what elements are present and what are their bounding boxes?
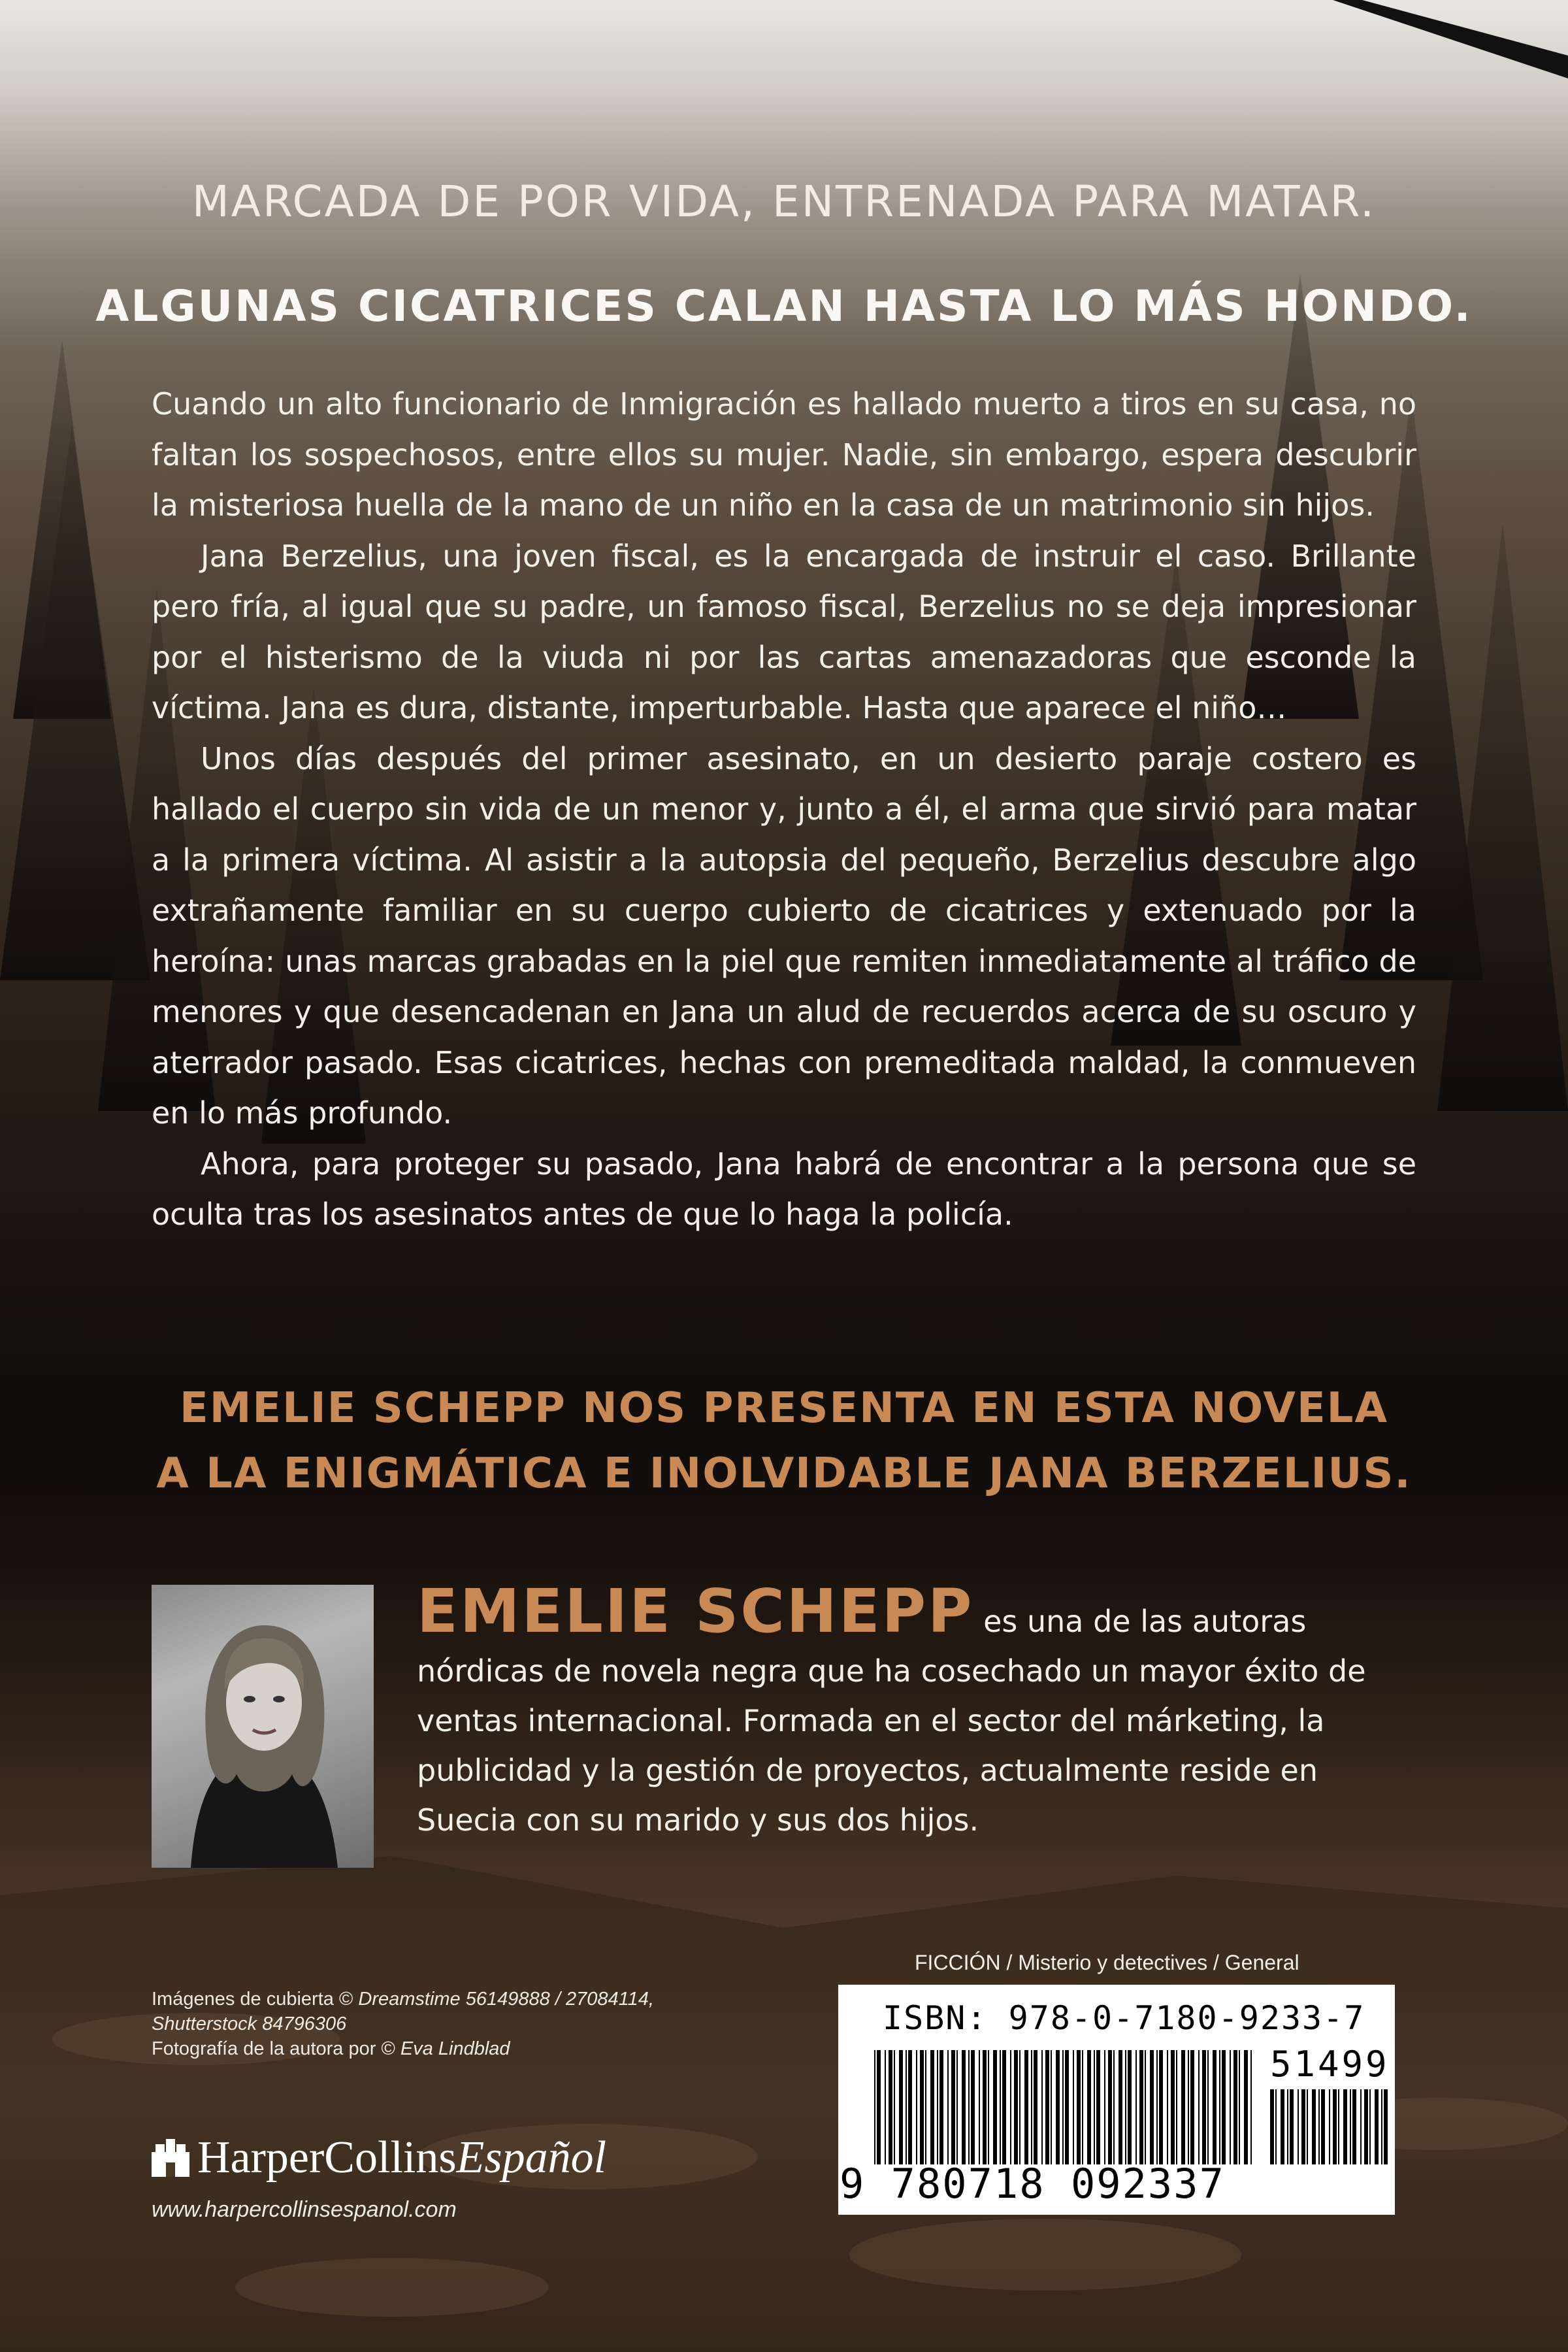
genre-label: FICCIÓN / Misterio y detectives / General — [915, 1951, 1299, 1974]
credit-source: Eva Lindblad — [400, 2038, 510, 2059]
barcode-box — [838, 1985, 1395, 2215]
publisher-logo — [152, 2132, 606, 2184]
author-bio-start: es una de las autoras — [983, 1604, 1307, 1639]
synopsis — [152, 379, 1416, 1240]
closing-line: EMELIE SCHEPP NOS PRESENTA EN ESTA NOVELA — [180, 1384, 1388, 1433]
synopsis-paragraph: Jana Berzelius, una joven fiscal, es la encargada de instruir el caso. Brillante pero fría, al igual que su padre, un famoso fiscal, Berzelius no se deja impresionar por el histerismo de la viuda ni por las cartas amenazadoras que esconde la víctima. Jana es dura, distante, imperturbable. Hasta que aparece el niño… — [152, 538, 1416, 725]
barcode-bars — [874, 2050, 1253, 2164]
corner-stripe — [0, 0, 1568, 131]
tagline-primary: MARCADA DE POR VIDA, ENTRENADA PARA MATAR. — [191, 176, 1377, 227]
author-bio — [417, 1576, 1423, 1845]
ean-digits: 9 780718 092337 — [840, 2160, 1225, 2208]
credit-prefix: Fotografía de la autora por © — [152, 2038, 395, 2059]
publisher-website: www.harpercollinsespanol.com — [152, 2197, 457, 2222]
credit-source: Dreamstime 56149888 / 27084114, — [358, 1989, 654, 2010]
synopsis-paragraph: Unos días después del primer asesinato, en un desierto paraje costero es hallado el cuerpo sin vida de un menor y, junto a él, el arma que sirvió para matar a la primera víctima. Al asistir a la autopsia del pequeño, Berzelius descubre algo extrañamente familiar en su cuerpo cubierto de cicatrices y extenuado por la heroína: unas marcas grabadas en la piel que remiten inmediatamente al tráfico de menores y que desencadenan en Jana un alud de recuerdos acerca de su oscuro y aterrador pasado. Esas cicatrices, hechas con premeditada maldad, la conmueven en lo más profundo. — [152, 740, 1416, 1131]
closing-statement — [0, 1376, 1568, 1506]
publisher-name-italic: Español — [456, 2132, 607, 2183]
isbn-text: ISBN: 978-0-7180-9233-7 — [883, 1999, 1365, 2037]
synopsis-paragraph: Cuando un alto funcionario de Inmigración es hallado muerto a tiros en su casa, no faltan los sospechosos, entre ellos su mujer. Nadie, sin embargo, espera descubrir la misteriosa huella de la mano de un niño en la casa de un matrimonio sin hijos. — [152, 386, 1416, 523]
image-credits — [152, 1987, 805, 2061]
credit-prefix: Imágenes de cubierta © — [152, 1989, 353, 2010]
publisher-emblem-icon — [152, 2139, 189, 2177]
tagline-secondary: ALGUNAS CICATRICES CALAN HASTA LO MÁS HONDO. — [95, 281, 1473, 331]
publisher-name: HarperCollins — [197, 2132, 457, 2183]
credit-source: Shutterstock 84796306 — [152, 2013, 347, 2034]
barcode-addon-bars — [1270, 2089, 1388, 2164]
closing-line: A LA ENIGMÁTICA E INOLVIDABLE JANA BERZELIUS. — [156, 1449, 1412, 1498]
author-name: EMELIE SCHEPP — [417, 1576, 974, 1646]
author-photo — [152, 1585, 374, 1868]
synopsis-paragraph: Ahora, para proteger su pasado, Jana habrá de encontrar a la persona que se oculta tras los asesinatos antes de que lo haga la policía. — [152, 1146, 1416, 1232]
author-bio-rest: nórdicas de novela negra que ha cosechado un mayor éxito de ventas internacional. Formada en el sector del márketing, la publicidad y la gestión de proyectos, actualmente reside en Suecia con su marido y sus dos hijos. — [417, 1653, 1366, 1838]
price-code: 51499 — [1270, 2044, 1390, 2085]
